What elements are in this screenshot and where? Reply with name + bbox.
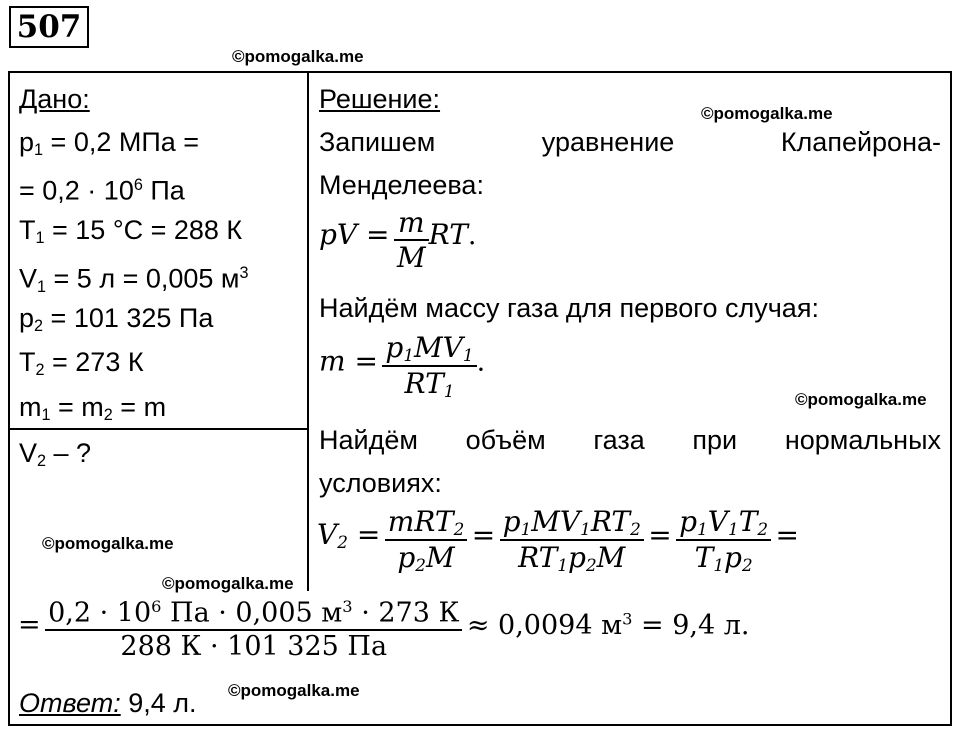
equation-clapeyron: pV = $\frac{m}{M}$ RT. (319, 206, 477, 274)
solution-step2: Найдём массу газа для первого случая: (319, 293, 819, 323)
table-border-left (8, 71, 10, 726)
word-klapeyrona: Клапейрона- (780, 127, 941, 157)
given-line-p1: $p_1 = 0,2$ МПа = (19, 127, 200, 160)
numeric-denominator: 288 К · 101 325 Па (45, 629, 462, 662)
word-zapishem: Запишем (319, 127, 436, 157)
table-border-bottom (8, 724, 952, 726)
table-border-right (950, 71, 952, 726)
word-pri: при (692, 425, 738, 455)
solution-header: Решение: (319, 84, 441, 114)
watermark-solution-top: ©pomogalka.me (701, 104, 833, 123)
equation-v2-chain: $V_2$ = $\frac{mRT_2}{p_2M}$ = $\frac{p_1MV_1RT_2}{RT_1p_2M}$ = $\frac{p_1V_1T_2}{T_1p_2}$ = (317, 505, 800, 576)
column-divider (307, 71, 309, 591)
solution-step3-line1 (319, 424, 941, 456)
given-line-p2: $p_2 = 101$ 325 Па (19, 303, 214, 336)
word-naydem: Найдём (319, 425, 418, 455)
find-line: $V_2$ – ? (19, 438, 92, 471)
numeric-result: ≈ 0,0094 $м^3 = 9,4$ л. (466, 608, 750, 641)
answer-label: Ответ: (19, 688, 121, 718)
given-line-t1: $T_1 = 15$ °C = 288 К (19, 215, 243, 248)
given-line-m: $m_1 = m_2 = m$ (19, 392, 167, 425)
answer-value: 9,4 л. (128, 688, 197, 718)
given-line-v1: $V_1 = 5$ л = 0,005 $м^3$ (19, 263, 249, 296)
answer-line (19, 687, 197, 719)
given-line-p1-si: = $0,2 \cdot 10^6$ Па (19, 175, 185, 206)
equation-mass: m = $\frac{p_1MV_1}{RT_1}$ . (319, 331, 486, 402)
word-uravnenie: уравнение (541, 127, 675, 157)
given-header: Дано: (19, 84, 90, 114)
word-obyem: объём (465, 425, 546, 455)
given-line-t2: $T_2 = 273$ К (19, 347, 144, 380)
problem-number: 507 (9, 6, 89, 48)
solution-step3-line2: условиях: (319, 468, 442, 498)
watermark-left: ©pomogalka.me (42, 534, 174, 553)
word-normalnykh: нормальных (784, 425, 941, 455)
solution-step1-line2: Менделеева: (319, 170, 484, 200)
watermark-right: ©pomogalka.me (795, 390, 927, 409)
watermark-top: ©pomogalka.me (232, 47, 364, 66)
watermark-center: ©pomogalka.me (162, 574, 294, 593)
table-border-top (8, 71, 952, 73)
watermark-bottom: ©pomogalka.me (228, 681, 360, 700)
solution-step1-line1 (319, 126, 941, 158)
word-gaza: газа (593, 425, 645, 455)
numeric-numerator: $0,2 \cdot 10^6$ Па · 0,005 $м^3 \cdot 273$ К (48, 597, 460, 629)
equation-numeric: = $\frac{0,2 \cdot 10^6 Па \cdot 0,005 м^3 \cdot 273 К}{288 К \cdot 101 325 Па}$ ≈ 0,0094 $м^3 = 9,4$ л. (18, 597, 750, 662)
